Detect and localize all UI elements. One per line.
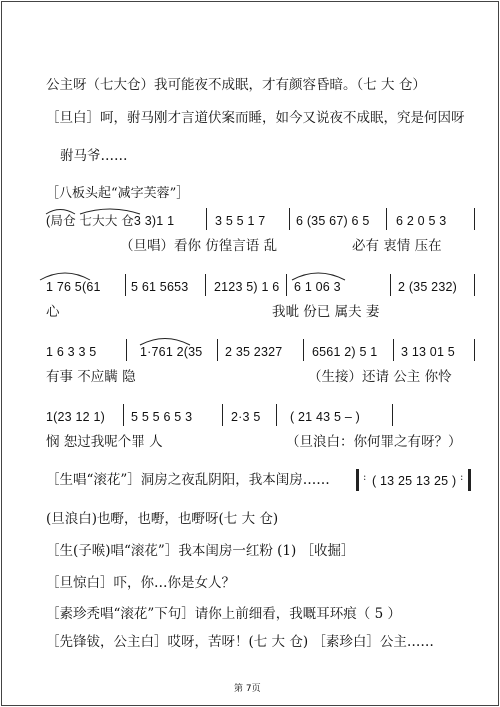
bar-line bbox=[386, 208, 387, 230]
score-measure: 2123 5) 1 6 bbox=[214, 280, 280, 294]
bar-line bbox=[222, 404, 223, 426]
lyric-line: （生接）还请 公主 你怜 bbox=[308, 369, 452, 385]
lyric-line: 悯 恕过我呢个罪 人 bbox=[46, 434, 163, 450]
score-measure: 5 5 5 6 5 3 bbox=[131, 410, 193, 424]
score-measure: 2 (35 232) bbox=[398, 280, 457, 294]
dialogue-line-3: ［旦惊白］吓，你…你是女人？ bbox=[46, 575, 235, 591]
dialogue-line-2: ［生(子喉)唱“滚花”］我本闺房一红粉 (1) ［收掘］ bbox=[46, 543, 355, 559]
prose-line-1: 公主呀（七大仓）我可能夜不成眠，才有颜容昏暗。（七 大 仓） bbox=[46, 77, 426, 93]
repeat-dots: : bbox=[460, 472, 468, 483]
lyric-line: 心 bbox=[46, 304, 60, 320]
bar-line bbox=[390, 274, 391, 296]
score-measure: (局仓 七大大 仓3 3)1 1 bbox=[46, 214, 175, 228]
bar-line bbox=[206, 208, 207, 230]
score-measure: ( 13 25 13 25 ) bbox=[372, 474, 457, 488]
section-heading: ［八板头起“减字芙蓉”］ bbox=[46, 186, 190, 201]
bar-line bbox=[276, 404, 277, 426]
bar-line bbox=[474, 339, 475, 361]
repeat-dots: : bbox=[363, 472, 371, 483]
score-measure: 6 (35 67) 6 5 bbox=[296, 214, 370, 228]
bar-line bbox=[393, 339, 394, 361]
score-measure: 1(23 12 1) bbox=[46, 410, 105, 424]
bar-line bbox=[126, 339, 127, 361]
score-measure: 2·3 5 bbox=[231, 410, 261, 424]
bar-line bbox=[217, 339, 218, 361]
lyric-line: （旦浪白：你何罪之有呀？） bbox=[286, 434, 462, 450]
lyric-line: 我呲 份已 属夫 妻 bbox=[272, 304, 380, 320]
sung-line: ［生唱“滚花”］洞房之夜乱阴阳，我本闺房…… bbox=[46, 472, 330, 488]
dialogue-line-1: (旦浪白)也嘢，也嘢，也嘢呀(七 大 仓) bbox=[46, 511, 279, 527]
bar-line bbox=[205, 274, 206, 296]
dialogue-line-5: ［先锋钹，公主白］哎呀，苦呀！(七 大 仓) ［素珍白］公主…… bbox=[46, 634, 434, 650]
score-measure: 3 13 01 5 bbox=[401, 345, 455, 359]
bar-line bbox=[474, 274, 475, 296]
score-measure: 1 76 5(61 bbox=[46, 280, 101, 294]
bar-line bbox=[392, 404, 393, 426]
score-measure: 1 6 3 3 5 bbox=[46, 345, 97, 359]
score-measure: 2 35 2327 bbox=[225, 345, 283, 359]
page-number: 第 7页 bbox=[234, 684, 261, 694]
score-measure: 6 1 06 3 bbox=[294, 280, 341, 294]
bar-line bbox=[303, 339, 304, 361]
bar-line bbox=[286, 274, 287, 296]
bar-line bbox=[474, 208, 475, 230]
repeat-end bbox=[468, 469, 471, 491]
dialogue-line-4: ［素珍秃唱“滚花”下句］请你上前细看，我嘅耳环痕（ 5 ） bbox=[46, 606, 401, 622]
lyric-line: 必有 衷情 压在 bbox=[352, 238, 442, 254]
score-measure: 6561 2) 5 1 bbox=[312, 345, 378, 359]
prose-line-3: 驸马爷…… bbox=[60, 148, 128, 164]
bar-line bbox=[123, 404, 124, 426]
lyric-line: （旦唱）看你 仿徨言语 乱 bbox=[120, 238, 278, 254]
repeat-start bbox=[356, 469, 359, 491]
lyric-line: 有事 不应瞒 隐 bbox=[46, 369, 136, 385]
score-measure: 5 61 5653 bbox=[131, 280, 189, 294]
score-measure: 6 2 0 5 3 bbox=[396, 214, 447, 228]
score-measure: 1·761 2(35 bbox=[140, 345, 203, 359]
score-measure: ( 21 43 5 – ) bbox=[290, 410, 361, 424]
bar-line bbox=[125, 274, 126, 296]
score-measure: 3 5 5 1 7 bbox=[215, 214, 266, 228]
prose-line-2: ［旦白］呵，驸马刚才言道伏案而睡，如今又说夜不成眠，究是何因呀 bbox=[46, 110, 465, 126]
bar-line bbox=[289, 208, 290, 230]
